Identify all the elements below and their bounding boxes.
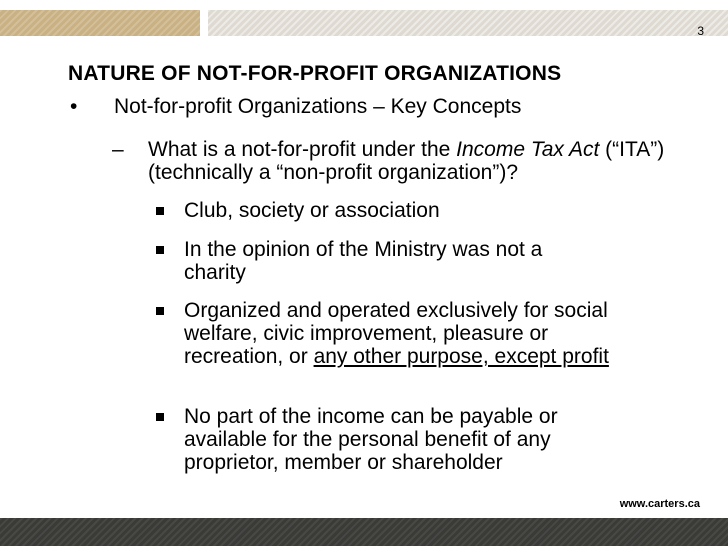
act-name: Income Tax Act [456, 138, 600, 161]
question-text-post: (“ITA”) (technically a “non-profit organization”)? [148, 138, 665, 184]
list-item-text [184, 299, 646, 368]
question-text-pre: What is a not-for-profit under the [148, 138, 457, 161]
slide-title: NATURE OF NOT-FOR-PROFIT ORGANIZATIONS [68, 62, 562, 85]
list-item-underlined: any other purpose, except profit [313, 345, 609, 368]
top-band-fill [208, 10, 728, 36]
square-bullet-icon [156, 413, 164, 421]
top-band-gap [200, 10, 208, 36]
list-item-text-pre: Organized and operated exclusively for social welfare, civic improvement, pleasure or recreation, or [184, 299, 608, 368]
top-decorative-band [0, 10, 728, 36]
list-item-text: Club, society or association [184, 199, 440, 222]
square-bullet-icon [156, 246, 164, 254]
footer-website: www.carters.ca [619, 498, 700, 510]
square-bullet-icon [156, 207, 164, 215]
bullet-dot-icon: • [70, 95, 78, 118]
slide-number: 3 [697, 24, 704, 38]
bullet-level-2-text [148, 138, 708, 184]
square-bullet-icon [156, 307, 164, 315]
dash-marker-icon: – [112, 138, 124, 161]
bottom-decorative-band [0, 518, 728, 546]
list-item-text: No part of the income can be payable or available for the personal benefit of any proprietor, member or shareholder [184, 405, 558, 474]
top-band-accent [0, 10, 200, 36]
list-item-text: In the opinion of the Ministry was not a charity [184, 238, 543, 284]
bullet-level-1-text: Not-for-profit Organizations – Key Concepts [114, 95, 522, 118]
